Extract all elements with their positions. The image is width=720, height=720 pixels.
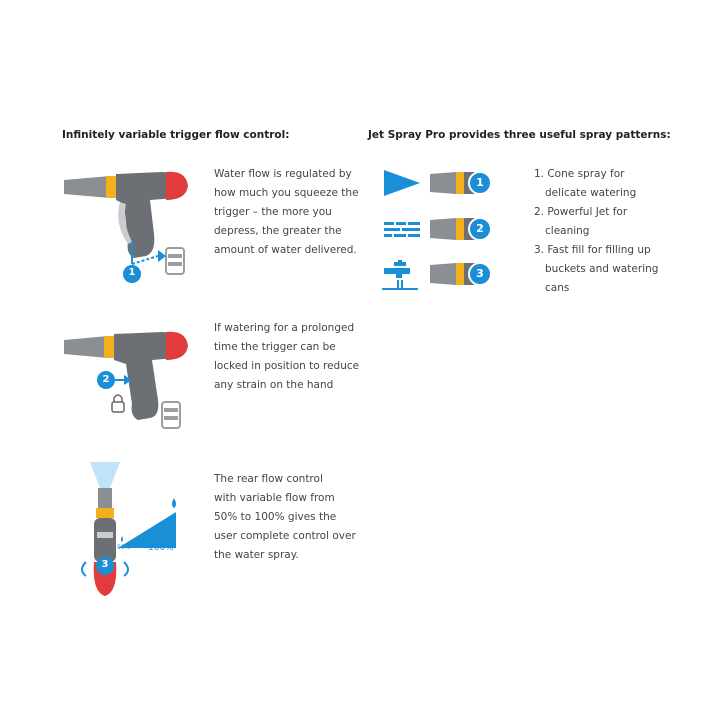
- badge-3: 3: [101, 559, 109, 570]
- flow-arrow-icon: ⟶: [131, 541, 144, 551]
- list-item: buckets and watering: [545, 263, 659, 275]
- pattern-2-number: 2: [476, 222, 484, 235]
- badge-2: 2: [102, 374, 110, 385]
- pattern-1-number: 1: [476, 176, 484, 189]
- tap-fill-icon: [380, 258, 420, 292]
- pattern-3-number: 3: [476, 267, 484, 280]
- list-item: 2. Powerful Jet for: [534, 206, 628, 218]
- rear-flow-description: The rear flow control with variable flow from 50% to 100% gives the user complete control over the water spray.: [214, 473, 356, 561]
- nozzle-1-illustration: [428, 168, 498, 198]
- cone-spray-icon: [382, 168, 422, 198]
- list-item: cleaning: [545, 225, 590, 237]
- nozzle-2-illustration: [428, 214, 498, 244]
- rear-flow-control-illustration: [78, 462, 208, 602]
- squeeze-description: Water flow is regulated by how much you squeeze the trigger – the more you depress, the greater the amount of water delivered.: [214, 168, 359, 256]
- badge-1: 1: [128, 267, 136, 278]
- left-heading: Infinitely variable trigger flow control:: [62, 129, 290, 141]
- right-heading: Jet Spray Pro provides three useful spray patterns:: [368, 129, 671, 141]
- flow-to-label: 100%: [148, 543, 174, 553]
- lock-description: If watering for a prolonged time the trigger can be locked in position to reduce any strain on the hand: [214, 322, 360, 391]
- spray-pattern-list: [534, 165, 658, 298]
- jet-spray-icon: [382, 214, 422, 244]
- list-item: 3. Fast fill for filling up: [534, 244, 651, 256]
- spray-gun-lock-illustration: [62, 322, 212, 442]
- list-item: 1. Cone spray for: [534, 168, 625, 180]
- list-item: cans: [545, 282, 570, 294]
- list-item: delicate watering: [545, 187, 637, 199]
- nozzle-3-illustration: [428, 259, 498, 289]
- flow-from-label: 50%: [117, 544, 131, 551]
